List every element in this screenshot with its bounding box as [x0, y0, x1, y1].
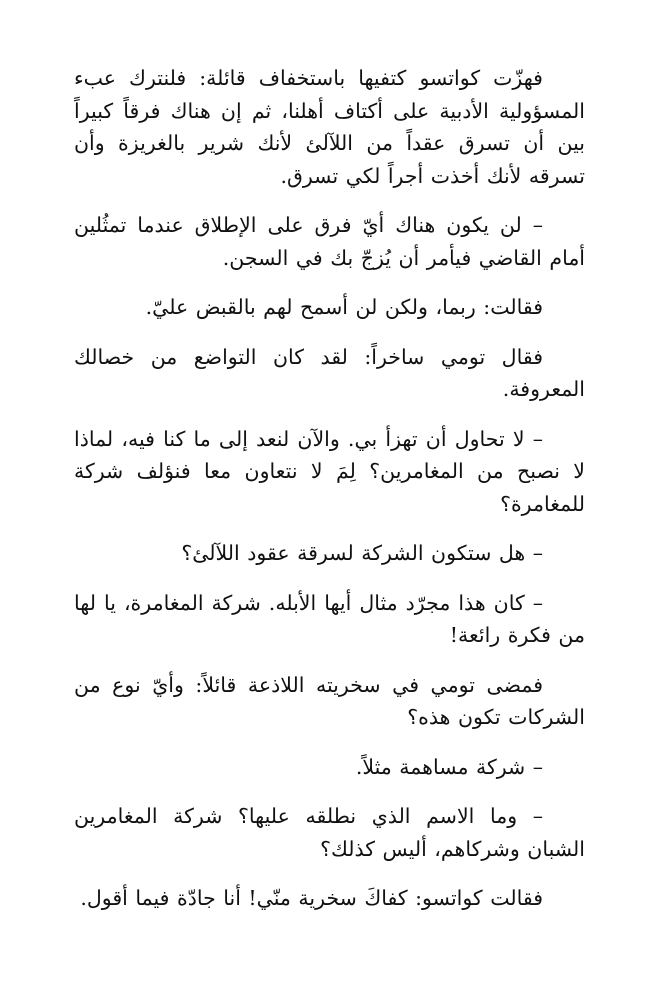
paragraph: فهزّت كواتسو كتفيها باستخفاف قائلة: فلنترك عبء المسؤولية الأدبية على أكتاف أهلنا، ثم إن هناك فرقاً كبيراً بين أن تسرق عقداً من اللآلئ لأنك شرير بالغريزة وأن تسرقه لأنك أخذت أجراً لكي تسرق. [74, 66, 585, 188]
paragraph: – وما الاسم الذي نطلقه عليها؟ شركة المغامرين الشبان وشركاهم، أليس كذلك؟ [74, 804, 585, 861]
paragraph: فقالت: ربما، ولكن لن أسمح لهم بالقبض عليّ. [145, 295, 543, 319]
paragraph: – لن يكون هناك أيّ فرق على الإطلاق عندما تمثُلين أمام القاضي فيأمر أن يُزجّ بك في السجن. [74, 213, 585, 270]
paragraph: فمضى تومي في سخريته اللاذعة قائلاً: وأيّ نوع من الشركات تكون هذه؟ [74, 672, 585, 729]
paragraph: – لا تحاول أن تهزأ بي. والآن لنعد إلى ما كنا فيه، لماذا لا نصبح من المغامرين؟ لِمَ لا نتعاون معا فنؤلف شركة للمغامرة؟ [74, 426, 585, 516]
paragraph: – هل ستكون الشركة لسرقة عقود اللآلئ؟ [181, 541, 543, 565]
paragraph: – شركة مساهمة مثلاً. [355, 754, 543, 779]
paragraph: – كان هذا مجرّد مثال أيها الأبله. شركة المغامرة، يا لها من فكرة رائعة! [74, 590, 585, 647]
paragraph: فقال تومي ساخراً: لقد كان التواضع من خصالك المعروفة. [74, 344, 585, 401]
paragraph: فقالت كواتسو: كفاكَ سخرية منّي! أنا جادّة فيما أقول. [80, 886, 543, 910]
